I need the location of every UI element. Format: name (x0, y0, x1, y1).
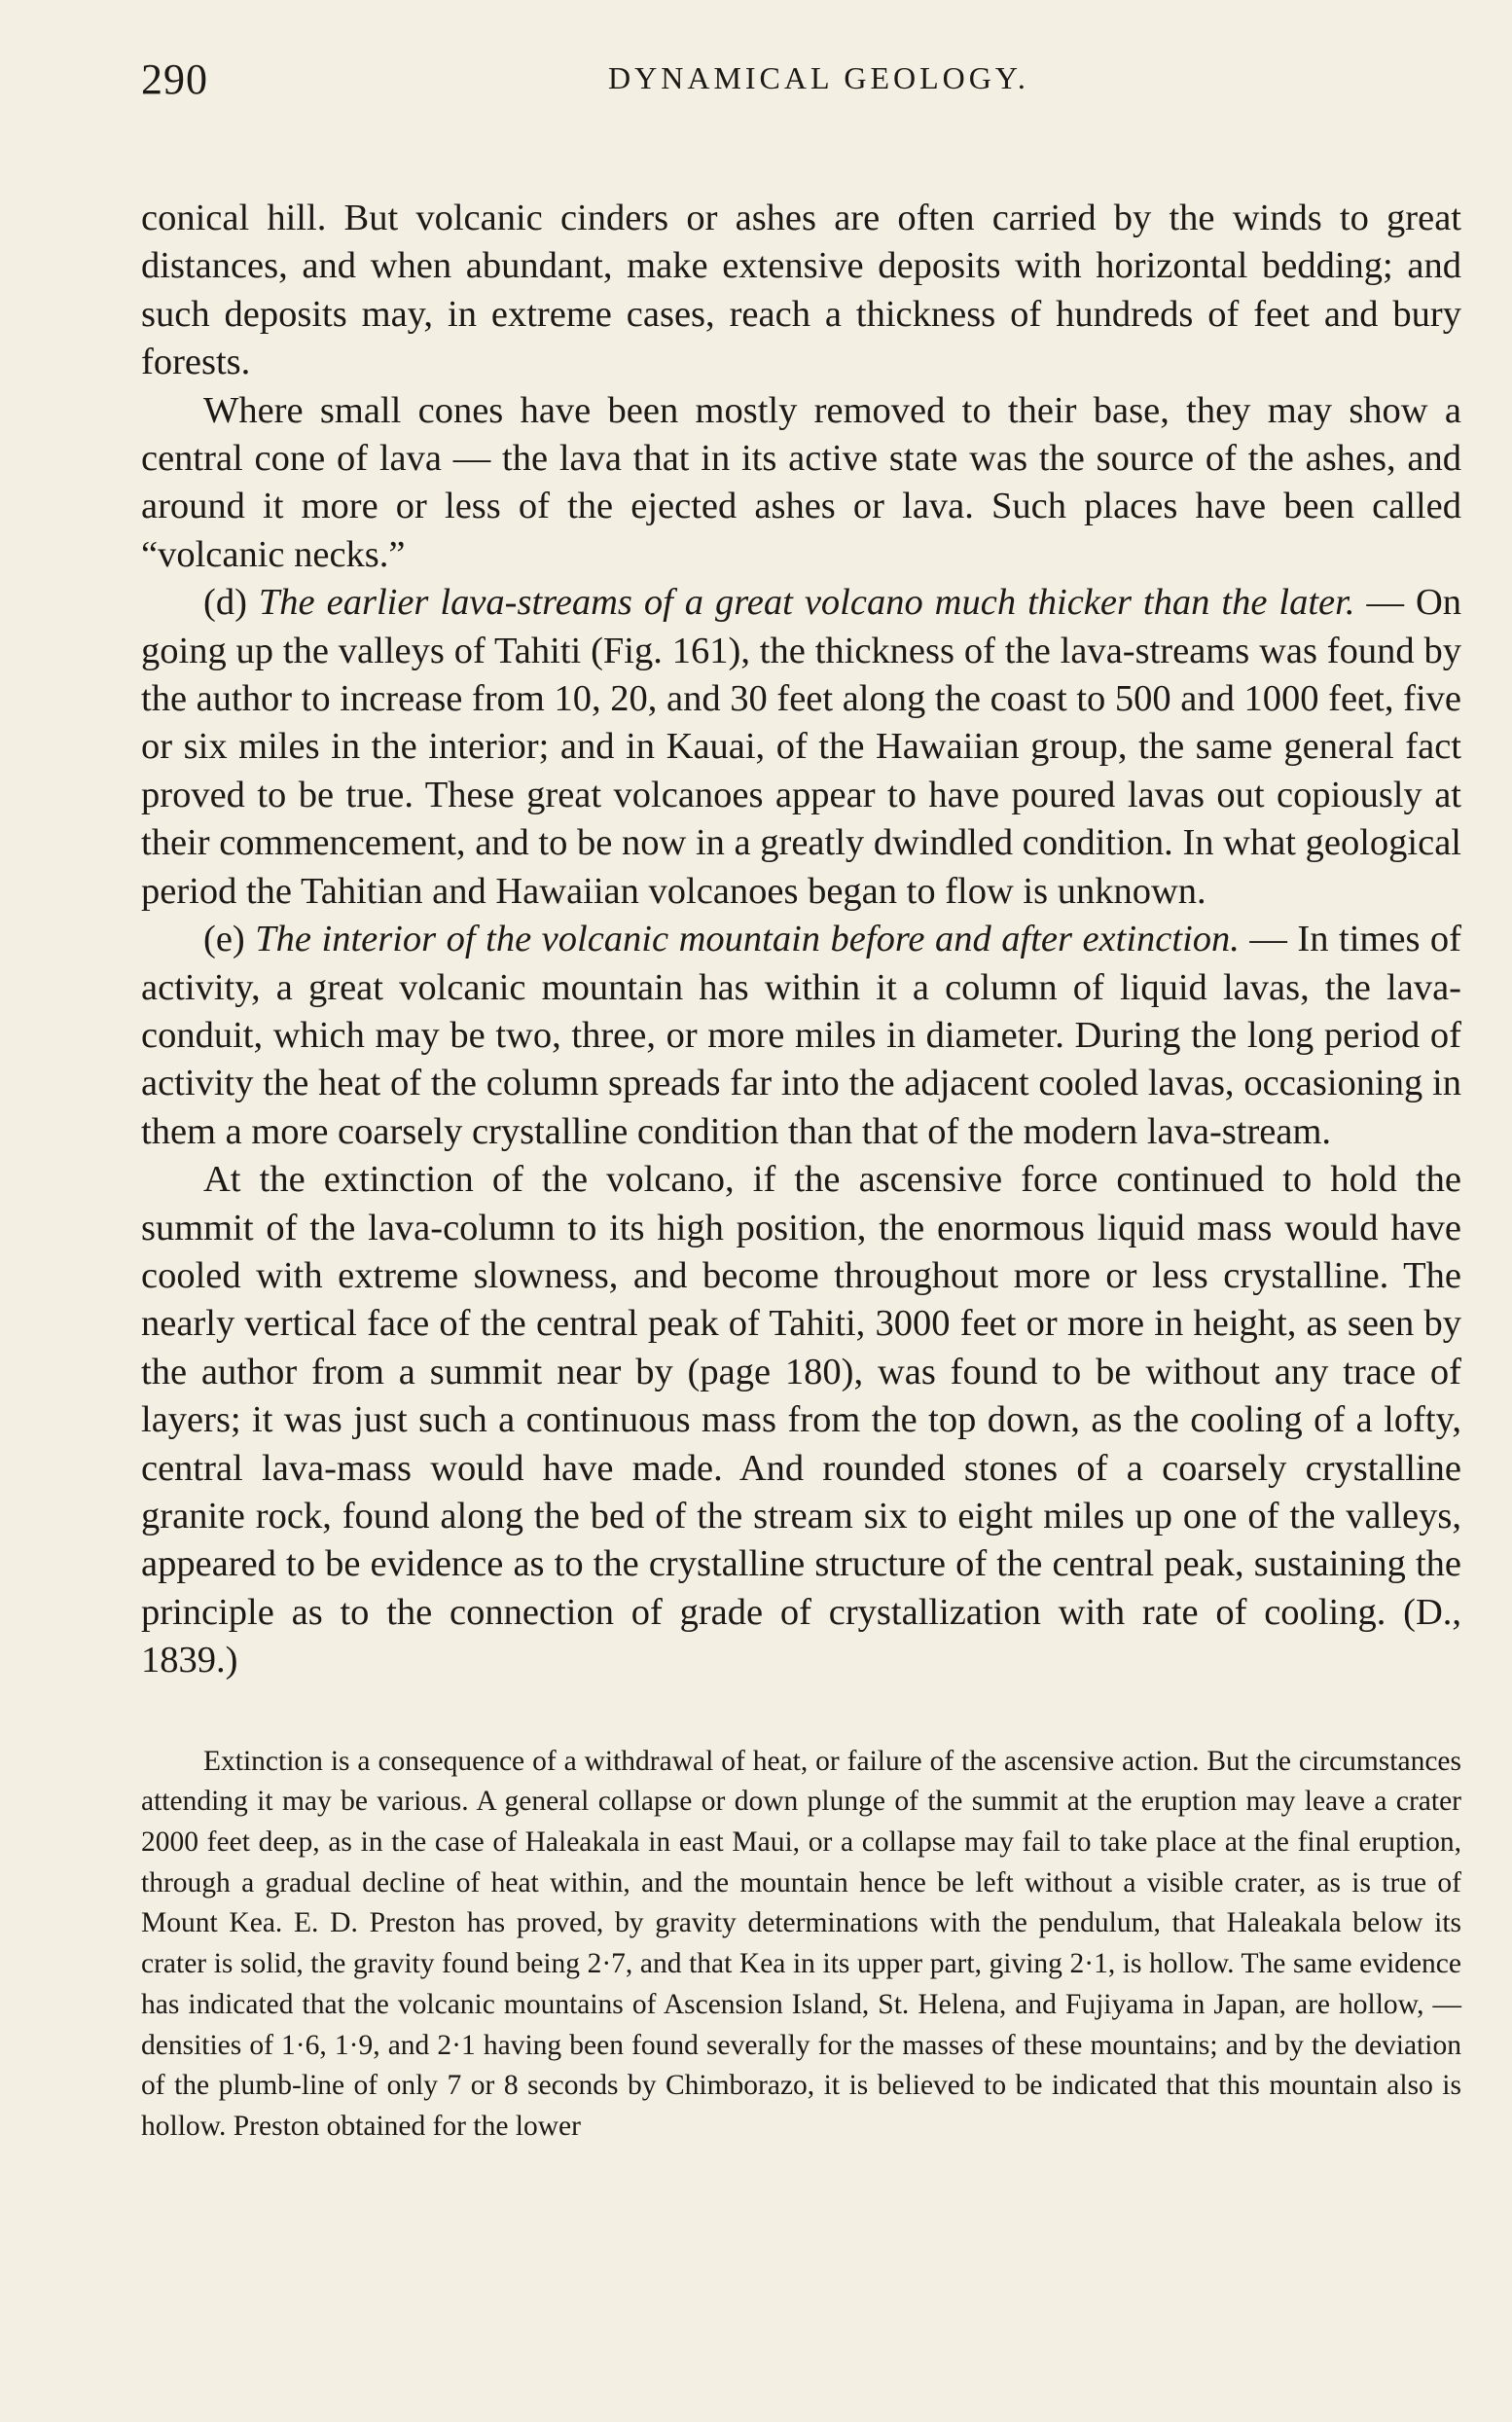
paragraph-3-text: — On going up the valleys of Tahiti (Fig. 161), the thickness of the lava-streams was found by the author to increase from 10, 20, and 30 feet along the coast to 500 and 1000 feet, five or six miles in the interior; and in Kauai, of the Hawaiian group, the same general fact proved to be true. These great volcanoes appear to have poured lavas out copiously at their commencement, and to be now in a greatly dwindled condition. In what geological period the Tahitian and Hawaiian volcanoes began to flow is unknown. (141, 582, 1461, 912)
section-title-e: The interior of the volcanic mountain before and after extinction. (255, 919, 1240, 960)
page-header (141, 47, 1461, 115)
paragraph-1: conical hill. But volcanic cinders or ashes are often carried by the winds to great distances, and when abundant, make extensive deposits with horizontal bedding; and such deposits may, in extreme cases, reach a thickness of hundreds of feet and bury forests. (141, 198, 1461, 383)
paragraph-4-text: — In times of activity, a great volcanic mountain has within it a column of liquid lavas, the lava-conduit, which may be two, three, or more miles in diameter. During the long period of activity the heat of the column spreads far into the adjacent cooled lavas, occasioning in them a more coarsely crystalline condition than that of the modern lava-stream. (141, 919, 1462, 1152)
section-title-d: The earlier lava-streams of a great volcano much thicker than the later. (258, 582, 1355, 624)
body-text (141, 195, 1461, 1685)
footnote: Extinction is a consequence of a withdrawal of heat, or failure of the ascensive action. But the circumstances attending it may be various. A general collapse or down plunge of the summit at the eruption may leave a crater 2000 feet deep, as in the case of Haleakala in east Maui, or a collapse may fail to take place at the final eruption, through a gradual decline of heat within, and the mountain hence be left without a visible crater, as is true of Mount Kea. E. D. Preston has proved, by gravity determinations with the pendulum, that Haleakala below its crater is solid, the gravity found being 2·7, and that Kea in its upper part, giving 2·1, is hollow. The same evidence has indicated that the volcanic mountains of Ascension Island, St. Helena, and Fujiyama in Japan, are hollow, — densities of 1·6, 1·9, and 2·1 having been found severally for the masses of these mountains; and by the deviation of the plumb-line of only 7 or 8 seconds by Chimborazo, it is believed to be indicated that this mountain also is hollow. Preston obtained for the lower (141, 1745, 1461, 2142)
paragraph-3 (141, 579, 1461, 916)
paragraph-5: At the extinction of the volcano, if the ascensive force continued to hold the summit of the lava-column to its high position, the enormous liquid mass would have cooled with extreme slowness, and become throughout more or less crystalline. The nearly vertical face of the central peak of Tahiti, 3000 feet or more in height, as seen by the author from a summit near by (page 180), was found to be without any trace of layers; it was just such a continuous mass from the top down, as the cooling of a lofty, central lava-mass would have made. And rounded stones of a coarsely crystalline granite rock, found along the bed of the stream six to eight miles up one of the valleys, appeared to be evidence as to the crystalline structure of the central peak, sustaining the principle as to the connection of grade of crystallization with rate of cooling. (D., 1839.) (141, 1159, 1461, 1681)
section-label-d: (d) (203, 582, 247, 624)
running-head: DYNAMICAL GEOLOGY. (608, 60, 1029, 95)
page-number: 290 (141, 55, 208, 103)
section-label-e: (e) (203, 919, 245, 960)
paragraph-2: Where small cones have been mostly removed to their base, they may show a central cone of lava — the lava that in its active state was the source of the ashes, and around it more or less of the ejected ashes or lava. Such places have been called “volcanic necks.” (141, 389, 1461, 575)
paragraph-4 (141, 916, 1461, 1156)
